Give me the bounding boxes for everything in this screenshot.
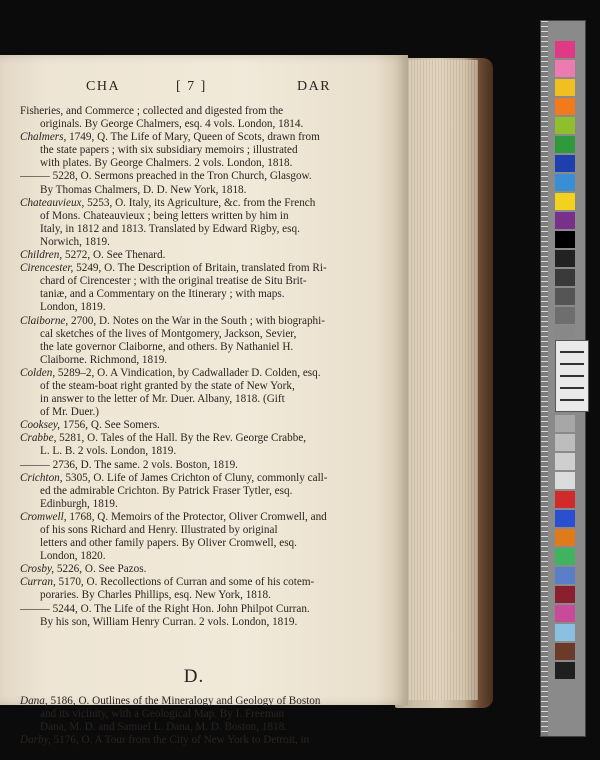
- catalog-entry: [20, 576, 368, 602]
- catalog-entry: [20, 197, 368, 249]
- catalog-entry: [20, 603, 368, 629]
- entry-line: [20, 354, 368, 367]
- entry-line: [20, 341, 368, 354]
- color-swatch: [555, 605, 575, 622]
- entry-line: [20, 170, 368, 183]
- entry-keyword: Cromwell,: [20, 510, 67, 523]
- color-swatch: [555, 117, 575, 134]
- entry-text: of Mons. Chateauvieux ; being letters written by him in: [40, 209, 289, 222]
- color-swatch: [555, 529, 575, 546]
- entry-text: 5244, O. The Life of the Right Hon. John Philpot Curran.: [49, 602, 310, 615]
- entry-line: [20, 288, 368, 301]
- entry-line: [20, 157, 368, 170]
- color-swatch: [555, 212, 575, 229]
- entry-text: 1768, Q. Memoirs of the Protector, Oliver Cromwell, and: [66, 510, 327, 523]
- color-swatch: [555, 41, 575, 58]
- entry-line: [20, 695, 368, 708]
- entry-text: 5186, O. Outlines of the Mineralogy and Geology of Boston: [47, 694, 321, 707]
- entry-keyword: Crichton,: [20, 471, 63, 484]
- scale-tick: [560, 375, 584, 377]
- entry-text: the late governor Claiborne, and others. By Nathaniel H.: [40, 340, 294, 353]
- entry-text: cal sketches of the lives of Montgomery, Jackson, Sevier,: [40, 327, 297, 340]
- entry-keyword: Crosby,: [20, 563, 55, 576]
- entry-line: [20, 472, 368, 485]
- entry-text: of his sons Richard and Henry. Illustrated by original: [40, 524, 278, 536]
- color-swatch: [555, 155, 575, 172]
- entry-text: Norwich, 1819.: [40, 235, 110, 248]
- color-swatch: [555, 250, 575, 267]
- entry-line: [20, 262, 368, 275]
- page-number: [ 7 ]: [176, 79, 207, 94]
- catalog-entry: [20, 262, 368, 314]
- header-right: DAR: [297, 79, 332, 94]
- catalog-entry: [20, 170, 368, 196]
- entry-text: 5228, O. Sermons preached in the Tron Church, Glasgow.: [49, 170, 312, 183]
- entry-text: 1756, Q. See Somers.: [60, 419, 160, 432]
- entry-text: taniæ, and a Commentary on the Itinerary ; with maps.: [40, 288, 285, 301]
- entry-text: Claiborne. Richmond, 1819.: [40, 353, 168, 366]
- entry-line: [20, 537, 368, 550]
- entry-text: 5249, O. The Description of Britain, translated from Ri-: [73, 262, 327, 275]
- entry-line: [20, 144, 368, 157]
- entry-line: [20, 249, 368, 262]
- catalog-entry: [20, 472, 368, 511]
- color-swatch: [555, 288, 575, 305]
- entry-text: and its vicinity, with a Geological Map. By I. Freeman: [40, 707, 285, 720]
- entry-line: [20, 223, 368, 236]
- entry-text: poraries. By Charles Phillips, esq. New York, 1818.: [40, 589, 271, 602]
- entry-text: 2700, D. Notes on the War in the South ; with biographi-: [68, 314, 325, 327]
- catalog-entry: [20, 511, 368, 563]
- entry-keyword: Cirencester,: [20, 262, 74, 275]
- entry-text: 5289–2, O. A Vindication, by Cadwallader D. Colden, esq.: [55, 366, 321, 379]
- entry-line: [20, 315, 368, 328]
- catalog-entry: [20, 734, 368, 747]
- entry-line: [20, 118, 368, 131]
- catalog-entry: [20, 432, 368, 458]
- entry-text: 5176, O. A Tour from the City of New York to Detroit, in: [50, 734, 310, 747]
- entry-keyword: Dana,: [20, 694, 48, 707]
- entry-text: 5253, O. Italy, its Agriculture, &c. from the French: [84, 196, 316, 209]
- entry-line: [20, 616, 368, 629]
- entry-keyword: Colden,: [20, 366, 56, 379]
- color-swatch: [555, 60, 575, 77]
- entry-keyword: Curran,: [20, 576, 56, 589]
- color-swatch: [555, 624, 575, 641]
- entry-line: [20, 105, 368, 118]
- entry-text: in answer to the letter of Mr. Duer. Albany, 1818. (Gift: [40, 393, 285, 406]
- entry-line: [20, 563, 368, 576]
- entry-line: [20, 445, 368, 458]
- color-swatch: [555, 269, 575, 286]
- running-header: [0, 79, 408, 97]
- color-swatch: [555, 174, 575, 191]
- entry-line: [20, 734, 368, 747]
- color-swatch: [555, 472, 575, 489]
- color-swatch: [555, 136, 575, 153]
- section-heading-d: D.: [183, 665, 205, 687]
- entry-text: 5305, O. Life of James Crichton of Cluny, commonly call-: [62, 471, 328, 484]
- entry-text: L. L. B. 2 vols. London, 1819.: [40, 445, 177, 458]
- entry-text: 1749, Q. The Life of Mary, Queen of Scots, drawn from: [66, 131, 320, 144]
- entry-text: London, 1819.: [40, 301, 106, 314]
- entry-text: 2736, D. The same. 2 vols. Boston, 1819.: [49, 458, 238, 471]
- entry-line: [20, 406, 368, 419]
- entry-text: By Thomas Chalmers, D. D. New York, 1818.: [40, 183, 247, 196]
- entry-keyword: Crabbe,: [20, 432, 57, 445]
- entries-c: [20, 105, 368, 629]
- entry-line: [20, 184, 368, 197]
- color-swatch: [555, 79, 575, 96]
- entry-text: with plates. By George Chalmers. 2 vols. London, 1818.: [40, 157, 293, 170]
- catalog-entry: [20, 459, 368, 472]
- entry-keyword: Chalmers,: [20, 131, 67, 144]
- entry-text: of Mr. Duer.): [40, 406, 100, 419]
- scale-tick: [560, 399, 584, 401]
- color-swatch: [555, 567, 575, 584]
- entry-text: 5281, O. Tales of the Hall. By the Rev. George Crabbe,: [56, 432, 307, 445]
- entry-line: [20, 721, 368, 734]
- entry-text: of the steam-boat right granted by the state of New York,: [40, 379, 295, 392]
- entry-line: [20, 197, 368, 210]
- color-swatch: [555, 307, 575, 324]
- catalog-entries: [20, 105, 368, 747]
- book-page-stack: [400, 60, 478, 700]
- catalog-entry: [20, 563, 368, 576]
- catalog-entry: [20, 249, 368, 262]
- entry-line: [20, 485, 368, 498]
- entry-text: chard of Cirencester ; with the original treatise de Situ Brit-: [40, 275, 307, 288]
- scale-tick: [560, 363, 584, 365]
- entry-line: [20, 275, 368, 288]
- catalog-entry: [20, 315, 368, 367]
- entry-keyword: Claiborne,: [20, 314, 69, 327]
- entry-line: [20, 380, 368, 393]
- header-left: CHA: [86, 79, 121, 94]
- entry-line: [20, 301, 368, 314]
- color-swatch: [555, 510, 575, 527]
- catalog-entry: [20, 105, 368, 131]
- entry-keyword: ———: [20, 458, 50, 471]
- color-swatch: [555, 662, 575, 679]
- color-swatch: [555, 586, 575, 603]
- entry-line: [20, 708, 368, 721]
- scale-card: [555, 340, 589, 412]
- entry-line: [20, 328, 368, 341]
- entries-d: [20, 695, 368, 747]
- entry-text: the state papers ; with six subsidiary memoirs ; illustrated: [40, 144, 298, 157]
- catalog-entry: [20, 367, 368, 419]
- entry-line: [20, 524, 368, 537]
- catalog-entry: [20, 695, 368, 734]
- entry-line: [20, 589, 368, 602]
- color-swatch: [555, 453, 575, 470]
- catalog-entry: [20, 419, 368, 432]
- color-swatch: [555, 548, 575, 565]
- color-swatch: [555, 231, 575, 248]
- entry-line: [20, 459, 368, 472]
- catalog-entry: [20, 131, 368, 170]
- entry-line: [20, 236, 368, 249]
- color-swatch: [555, 193, 575, 210]
- entry-line: [20, 550, 368, 563]
- entry-line: [20, 393, 368, 406]
- entry-line: [20, 576, 368, 589]
- entry-line: [20, 210, 368, 223]
- entry-keyword: ———: [20, 170, 50, 183]
- entry-text: Italy, in 1812 and 1813. Translated by Edward Rigby, esq.: [40, 222, 300, 235]
- entry-line: [20, 498, 368, 511]
- entry-line: [20, 131, 368, 144]
- entry-keyword: Cooksey,: [20, 419, 61, 432]
- entry-line: [20, 603, 368, 616]
- entry-keyword: ———: [20, 602, 50, 615]
- entry-line: [20, 367, 368, 380]
- scale-tick: [560, 351, 584, 353]
- book-page: [0, 55, 408, 747]
- entry-text: originals. By George Chalmers, esq. 4 vols. London, 1814.: [40, 118, 304, 131]
- color-swatch: [555, 491, 575, 508]
- entry-line: [20, 432, 368, 445]
- color-swatch: [555, 415, 575, 432]
- color-swatch: [555, 643, 575, 660]
- entry-text: London, 1820.: [40, 550, 106, 563]
- entry-keyword: Darby,: [20, 734, 51, 747]
- chart-ruler: [541, 21, 548, 736]
- entry-line: [20, 419, 368, 432]
- entry-text: letters and other family papers. By Oliver Cromwell, esq.: [40, 537, 297, 550]
- entry-keyword: Children,: [20, 249, 63, 262]
- scale-tick: [560, 387, 584, 389]
- entry-text: 5226, O. See Pazos.: [54, 563, 147, 576]
- entry-text: Dana, M. D. and Samuel L. Dana, M. D. Boston, 1818.: [40, 721, 288, 734]
- entry-text: By his son, William Henry Curran. 2 vols. London, 1819.: [40, 615, 298, 628]
- entry-text: Fisheries, and Commerce ; collected and digested from the: [20, 105, 284, 117]
- entry-keyword: Chateauvieux,: [20, 196, 85, 209]
- entry-text: ed the admirable Crichton. By Patrick Fraser Tytler, esq.: [40, 484, 293, 497]
- color-swatch: [555, 98, 575, 115]
- entry-line: [20, 511, 368, 524]
- entry-text: 5272, O. See Thenard.: [62, 249, 166, 262]
- color-swatch: [555, 434, 575, 451]
- entry-text: Edinburgh, 1819.: [40, 497, 118, 510]
- entry-text: 5170, O. Recollections of Curran and some of his cotem-: [55, 576, 315, 589]
